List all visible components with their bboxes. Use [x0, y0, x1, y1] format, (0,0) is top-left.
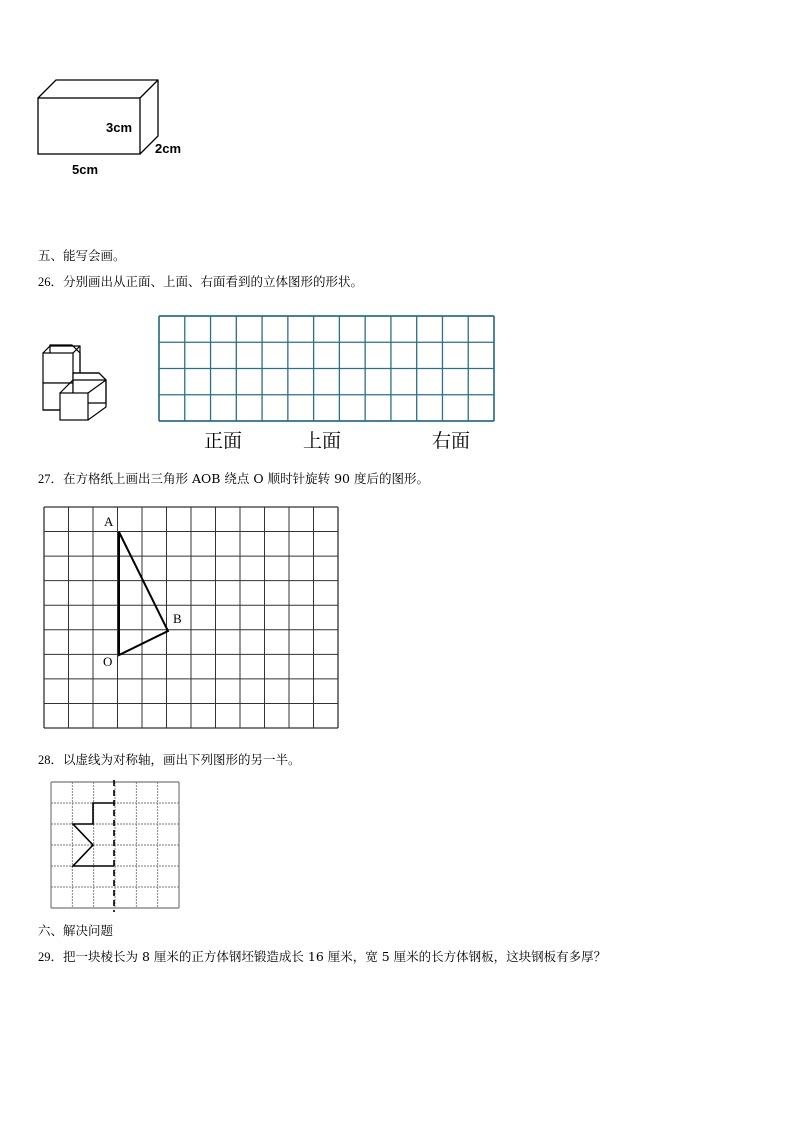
- q28-text: 以虚线为对称轴，画出下列图形的另一半。: [63, 752, 301, 767]
- view-label-right: 右面: [432, 430, 471, 452]
- section6-title: 六、解决问题: [38, 923, 114, 938]
- point-label-o: O: [103, 654, 113, 669]
- q29-text: 把一块棱长为 8 厘米的正方体钢坯锻造成长 16 厘米，宽 5 厘米的长方体钢板，这块钢板有多厚？: [63, 949, 607, 964]
- cuboid-height-label: 3cm: [106, 120, 133, 135]
- cuboid-length-label: 5cm: [72, 162, 99, 177]
- point-label-a: A: [104, 514, 114, 529]
- q26-text: 分别画出从正面、上面、右面看到的立体图形的形状。: [63, 274, 364, 289]
- q27-number: 27．: [38, 472, 64, 486]
- point-label-b: B: [173, 611, 182, 626]
- q29-question: [38, 947, 606, 965]
- section5-title: 五、能写会画。: [38, 248, 126, 263]
- q29-number: 29．: [38, 950, 64, 964]
- view-label-top: 上面: [303, 430, 342, 452]
- q27-text: 在方格纸上画出三角形 AOB 绕点 O 顺时针旋转 90 度后的图形。: [63, 471, 429, 486]
- q28-number: 28．: [38, 753, 64, 767]
- cuboid-depth-label: 2cm: [155, 141, 182, 156]
- view-label-front: 正面: [204, 430, 243, 452]
- q26-number: 26．: [38, 275, 64, 289]
